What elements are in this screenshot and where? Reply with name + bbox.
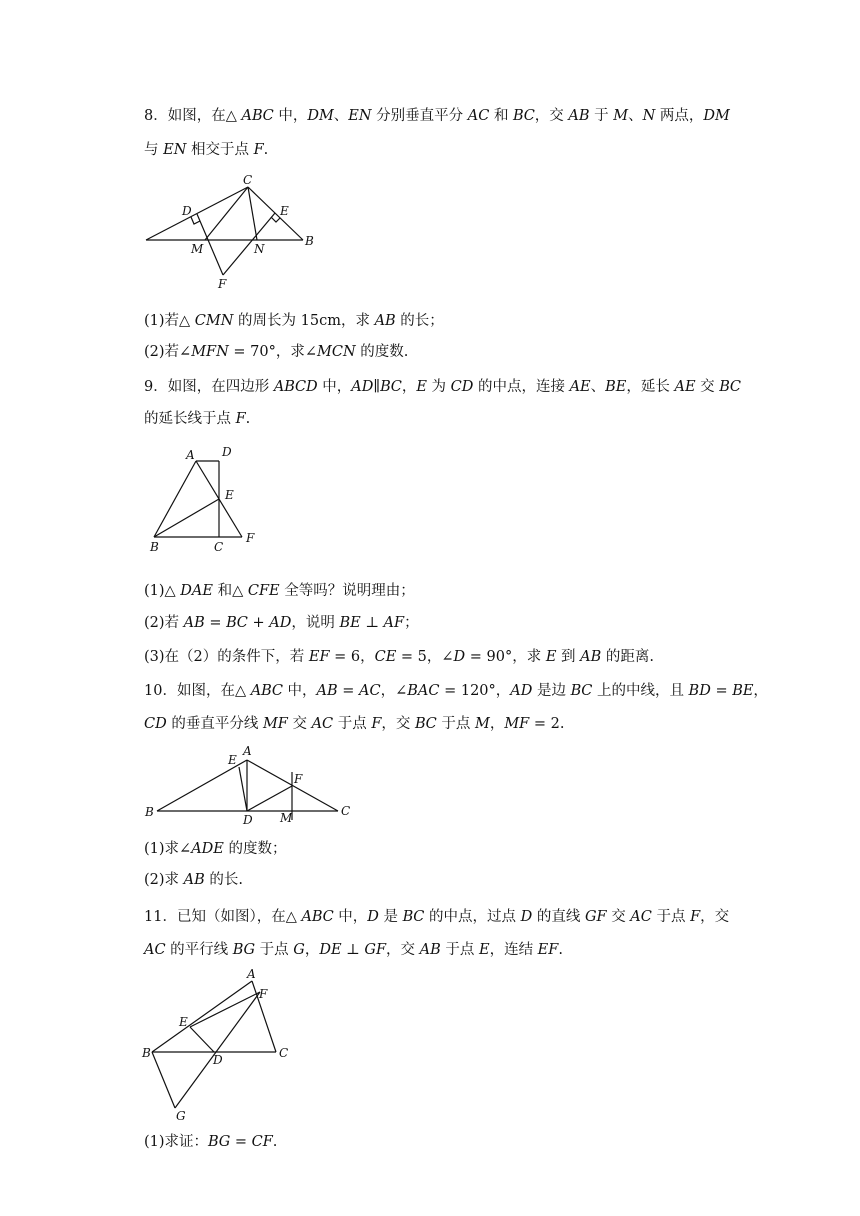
point-label-a: A: [186, 448, 195, 462]
point-label-m: M: [191, 242, 204, 256]
problem-9-line-2: 的延长线于点 𝐹.: [144, 411, 251, 427]
problem-10-line-1: 10．如图，在△ 𝐴𝐵𝐶 中，𝐴𝐵 = 𝐴𝐶，∠𝐵𝐴𝐶 = 120°，𝐴𝐷 是边 𝐵𝐶 上的中线，且 𝐵𝐷 = 𝐵𝐸，: [144, 683, 768, 699]
point-label-f: F: [218, 277, 227, 291]
problem-8-question-1: (1)若△ 𝐶𝑀𝑁 的周长为 15cm，求 𝐴𝐵 的长；: [144, 313, 444, 329]
problem-9-question-2: (2)若 𝐴𝐵 = 𝐵𝐶 + 𝐴𝐷，说明 𝐵𝐸 ⊥ 𝐴𝐹；: [144, 615, 419, 631]
point-label-f: F: [246, 531, 255, 545]
point-label-b: B: [150, 540, 159, 554]
point-label-a: A: [243, 744, 252, 758]
point-label-d: D: [213, 1053, 223, 1067]
problem-9-question-1: (1)△ 𝐷𝐴𝐸 和△ 𝐶𝐹𝐸 全等吗？说明理由；: [144, 583, 415, 599]
problem-11-line-1: 11．已知（如图），在△ 𝐴𝐵𝐶 中，𝐷 是 𝐵𝐶 的中点，过点 𝐷 的直线 𝐺𝐹 交 𝐴𝐶 于点 𝐹，交: [144, 909, 730, 925]
point-label-d: D: [222, 445, 232, 459]
point-label-d: D: [182, 204, 192, 218]
point-label-b: B: [145, 805, 154, 819]
point-label-c: C: [279, 1046, 289, 1060]
figure-problem-11: [140, 965, 300, 1125]
problem-10-line-2: 𝐶𝐷 的垂直平分线 𝑀𝐹 交 𝐴𝐶 于点 𝐹，交 𝐵𝐶 于点 𝑀，𝑀𝐹 = 2.: [144, 716, 565, 732]
point-label-c: C: [341, 804, 351, 818]
point-label-a: A: [247, 967, 256, 981]
point-label-m: M: [280, 811, 293, 825]
point-label-f: F: [294, 772, 303, 786]
point-label-b: B: [305, 234, 314, 248]
figure-problem-9: [140, 442, 270, 557]
point-label-e: E: [179, 1015, 188, 1029]
point-label-n: N: [254, 242, 265, 256]
problem-8-line-1: 8．如图，在△ 𝐴𝐵𝐶 中，𝐷𝑀、𝐸𝑁 分别垂直平分 𝐴𝐶 和 𝐵𝐶，交 𝐴𝐵 于 𝑀、𝑁 两点，𝐷𝑀: [144, 108, 730, 124]
problem-9-question-3: (3)在（2）的条件下，若 𝐸𝐹 = 6，𝐶𝐸 = 5，∠𝐷 = 90°，求 𝐸 到 𝐴𝐵 的距离.: [144, 649, 654, 665]
problem-11-question-1: (1)求证：𝐵𝐺 = 𝐶𝐹.: [144, 1134, 278, 1150]
point-label-e: E: [280, 204, 289, 218]
point-label-c: C: [243, 173, 253, 187]
problem-8-line-2: 与 𝐸𝑁 相交于点 𝐹.: [144, 142, 269, 158]
point-label-b: B: [142, 1046, 151, 1060]
problem-10-question-1: (1)求∠𝐴𝐷𝐸 的度数；: [144, 841, 287, 857]
point-label-c: C: [214, 540, 224, 554]
problem-9-line-1: 9．如图，在四边形 𝐴𝐵𝐶𝐷 中，𝐴𝐷∥𝐵𝐶，𝐸 为 𝐶𝐷 的中点，连接 𝐴𝐸、𝐵𝐸，延长 𝐴𝐸 交 𝐵𝐶: [144, 379, 742, 395]
point-label-f: F: [259, 987, 268, 1001]
problem-8-question-2: (2)若∠𝑀𝐹𝑁 = 70°，求∠𝑀𝐶𝑁 的度数.: [144, 344, 409, 360]
problem-11-line-2: 𝐴𝐶 的平行线 𝐵𝐺 于点 𝐺，𝐷𝐸 ⊥ 𝐺𝐹，交 𝐴𝐵 于点 𝐸，连结 𝐸𝐹.: [144, 942, 563, 958]
figure-problem-8: [140, 170, 340, 290]
problem-10-question-2: (2)求 𝐴𝐵 的长.: [144, 872, 243, 888]
point-label-e: E: [228, 753, 237, 767]
figure-problem-10: [140, 742, 360, 827]
point-label-e: E: [225, 488, 234, 502]
point-label-d: D: [243, 813, 253, 827]
point-label-g: G: [176, 1109, 186, 1123]
